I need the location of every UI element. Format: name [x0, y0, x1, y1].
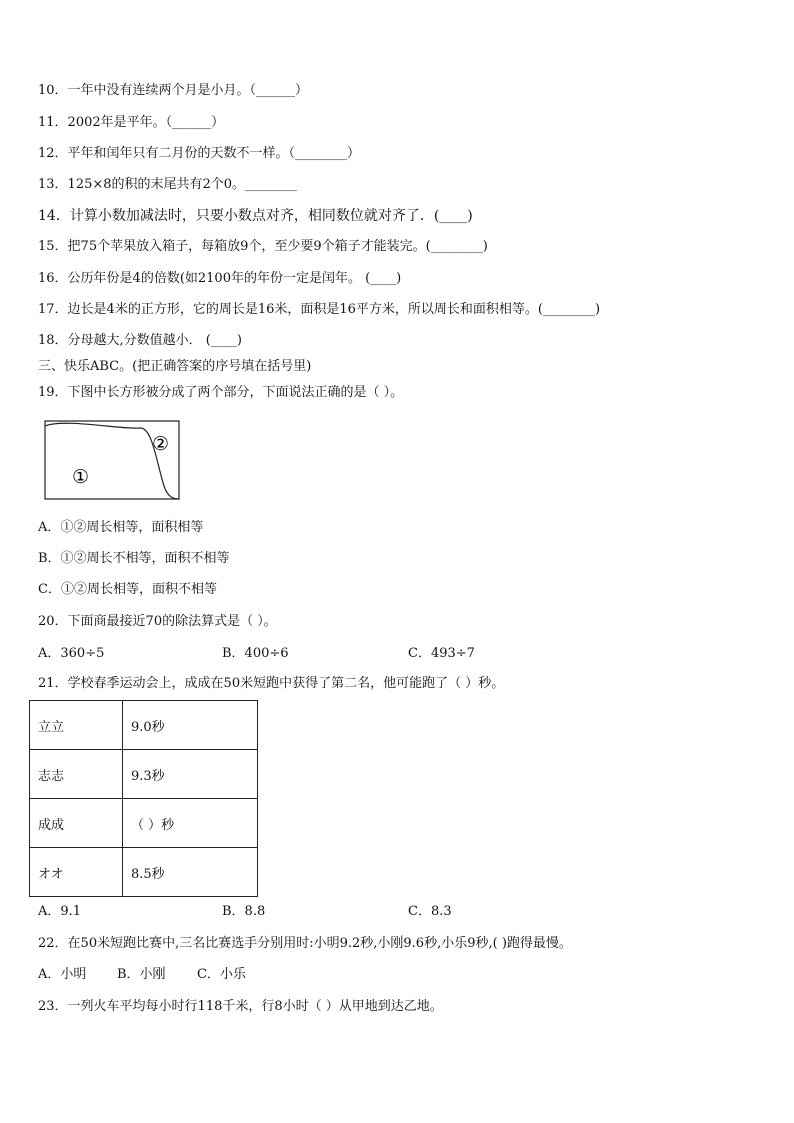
- figure-label-2: ②: [152, 433, 170, 455]
- q13: 13．125×8的积的末尾共有2个0。________: [38, 177, 298, 192]
- q15: 15．把75个苹果放入箱子，每箱放9个，至少要9个箱子才能装完。(________): [38, 239, 488, 254]
- table-row: [30, 701, 258, 750]
- q20-option-c: C．493÷7: [408, 646, 475, 661]
- q21-option-c: C．8.3: [408, 904, 452, 919]
- q19-option-b: B．①②周长不相等，面积不相等: [38, 551, 230, 566]
- q11: 11．2002年是平年。（______）: [38, 115, 225, 130]
- rectangle-figure: [44, 420, 184, 502]
- q21: 21．学校春季运动会上，成成在50米短跑中获得了第二名，他可能跑了（ ）秒。: [38, 676, 505, 691]
- q18: 18．分母越大,分数值越小． (____): [38, 333, 242, 348]
- q23: 23．一列火车平均每小时行118千米，行8小时（ ）从甲地到达乙地。: [38, 999, 443, 1014]
- table-cell-name: 立立: [30, 701, 123, 750]
- q20-option-a: A．360÷5: [38, 646, 105, 661]
- section-3-heading: 三、快乐ABC。(把正确答案的序号填在括号里): [38, 359, 312, 374]
- q16: 16．公历年份是4的倍数(如2100年的年份一定是闰年。 (____): [38, 271, 402, 286]
- table-cell-time: 8.5秒: [123, 848, 258, 897]
- q22-option-b: B．小刚: [117, 967, 166, 982]
- table-row: [30, 848, 258, 897]
- table-cell-name: オオ: [30, 848, 123, 897]
- table-row: [30, 799, 258, 848]
- q10: 10．一年中没有连续两个月是小月。（______）: [38, 83, 309, 98]
- q21-option-a: A．9.1: [38, 904, 82, 919]
- table-cell-time: 9.0秒: [123, 701, 258, 750]
- q20: 20．下面商最接近70的除法算式是（ ）。: [38, 614, 277, 629]
- table-cell-time: （ ）秒: [123, 799, 258, 848]
- q14: 14．计算小数加减法时，只要小数点对齐，相同数位就对齐了．(____): [38, 208, 473, 224]
- q19-option-c: C．①②周长相等，面积不相等: [38, 582, 217, 597]
- figure-label-1: ①: [72, 466, 90, 488]
- q19: 19．下图中长方形被分成了两个部分，下面说法正确的是（ ）。: [38, 385, 404, 400]
- table-cell-name: 成成: [30, 799, 123, 848]
- q22: 22．在50米短跑比赛中,三名比赛选手分别用时:小明9.2秒,小刚9.6秒,小乐9秒,( )跑得最慢。: [38, 936, 572, 951]
- q12: 12．平年和闰年只有二月份的天数不一样。（________）: [38, 146, 361, 161]
- q20-option-b: B．400÷6: [222, 646, 289, 661]
- table-cell-time: 9.3秒: [123, 750, 258, 799]
- q22-option-c: C．小乐: [197, 967, 246, 982]
- table-row: [30, 750, 258, 799]
- q17: 17．边长是4米的正方形，它的周长是16米，面积是16平方米，所以周长和面积相等。(________): [38, 302, 601, 317]
- race-times-table: [29, 700, 258, 897]
- q22-option-a: A．小明: [38, 967, 87, 982]
- table-cell-name: 志志: [30, 750, 123, 799]
- q21-option-b: B．8.8: [222, 904, 266, 919]
- q19-option-a: A．①②周长相等，面积相等: [38, 520, 204, 535]
